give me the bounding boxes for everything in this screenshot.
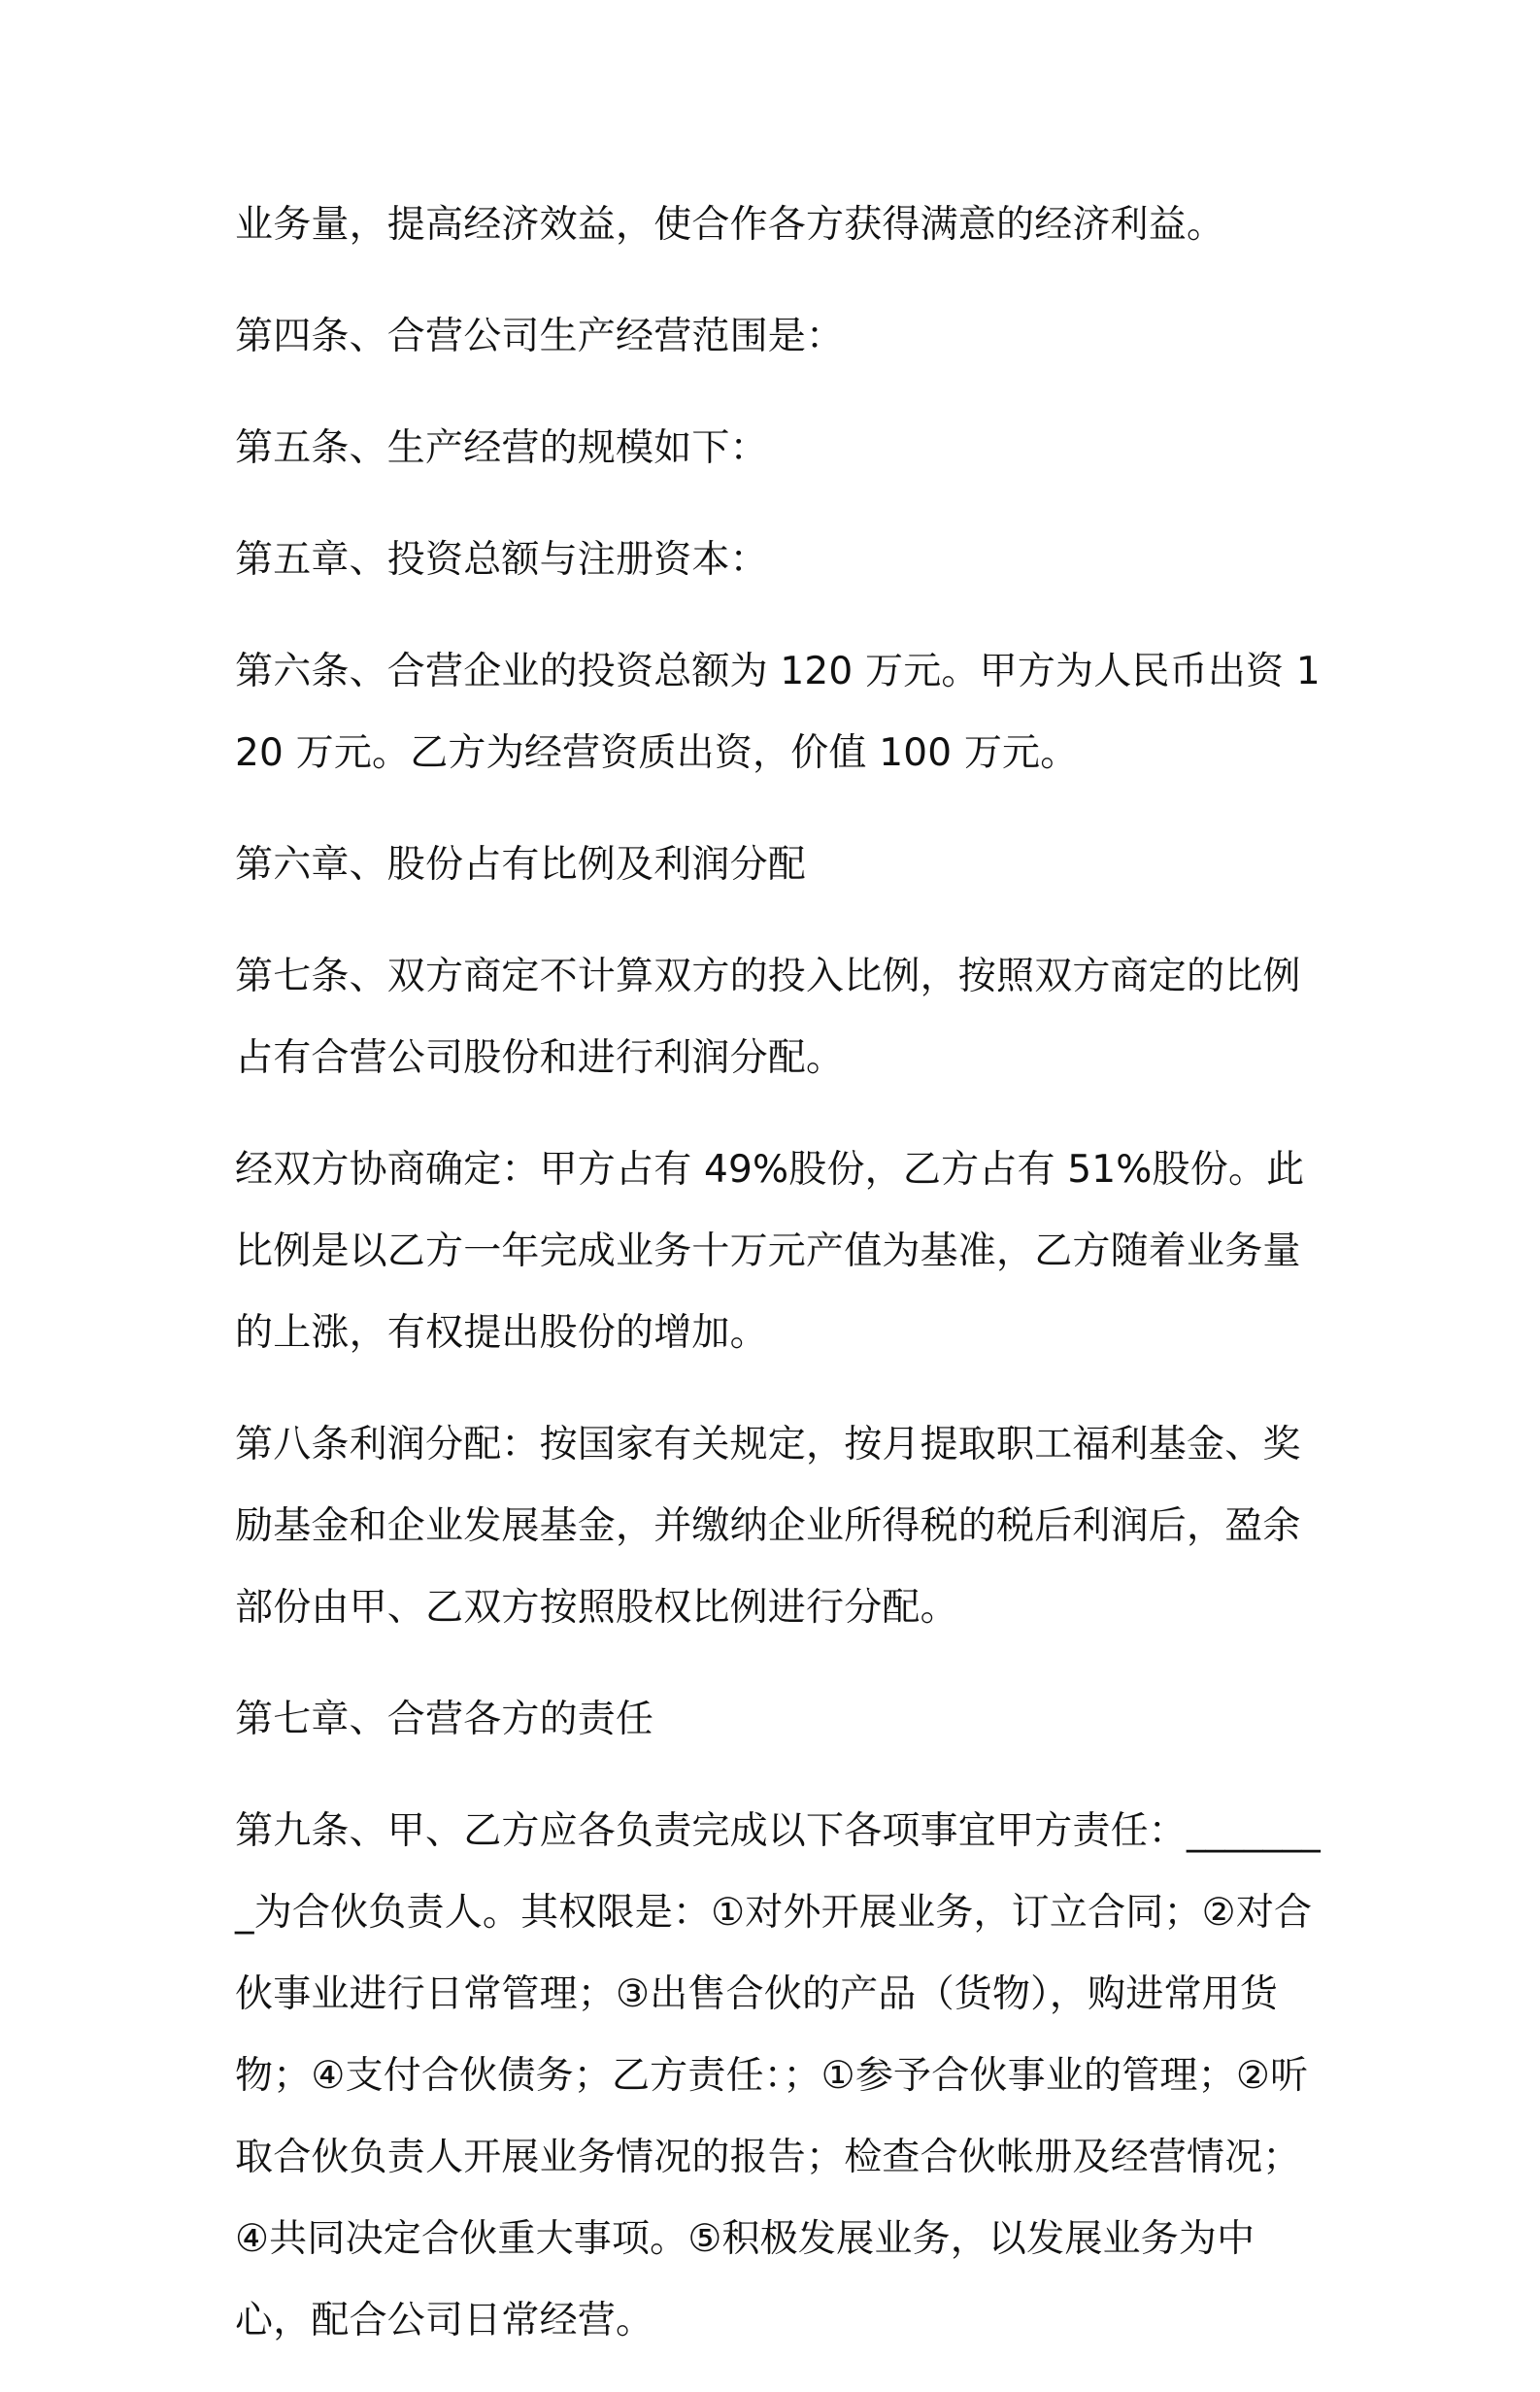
chapter-heading: 第六章、股份占有比例及利润分配 — [235, 843, 807, 887]
paragraph: 经双方协商确定：甲方占有 49%股份，乙方占有 51%股份。此比例是以乙方一年完成业务十万元产值为基准，乙方随着业务量的上涨，有权提出股份的增加。 — [235, 1148, 1305, 1355]
chapter-heading: 第五章、投资总额与注册资本： — [235, 538, 768, 582]
article-heading: 第五条、生产经营的规模如下： — [235, 426, 768, 470]
document-body — [235, 185, 1322, 2392]
paragraph: 第六条、合营企业的投资总额为 120 万元。甲方为人民币出资 120 万元。乙方为经营资质出资，价值 100 万元。 — [235, 650, 1321, 775]
chapter-heading: 第七章、合营各方的责任 — [235, 1698, 654, 1741]
paragraph: 第八条利润分配：按国家有关规定，按月提取职工福利基金、奖励基金和企业发展基金，并缴纳企业所得税的税后利润后，盈余部份由甲、乙双方按照股权比例进行分配。 — [235, 1423, 1301, 1630]
paragraph: 第九条、甲、乙方应各负责完成以下各项事宜甲方责任：________为合伙负责人。其权限是：①对外开展业务，订立合同；②对合伙事业进行日常管理；③出售合伙的产品（货物），购进常用货物；④支付合伙债务；乙方责任：；①参予合伙事业的管理；②听取合伙负责人开展业务情况的报告；检查合伙帐册及经营情况；④共同决定合伙重大事项。⑤积极发展业务，以发展业务为中心，配合公司日常经营。 — [235, 1809, 1321, 2342]
article-heading: 第四条、合营公司生产经营范围是： — [235, 315, 845, 358]
paragraph: 业务量，提高经济效益，使合作各方获得满意的经济利益。 — [235, 203, 1225, 247]
paragraph: 第七条、双方商定不计算双方的投入比例，按照双方商定的比例占有合营公司股份和进行利润分配。 — [235, 955, 1301, 1080]
